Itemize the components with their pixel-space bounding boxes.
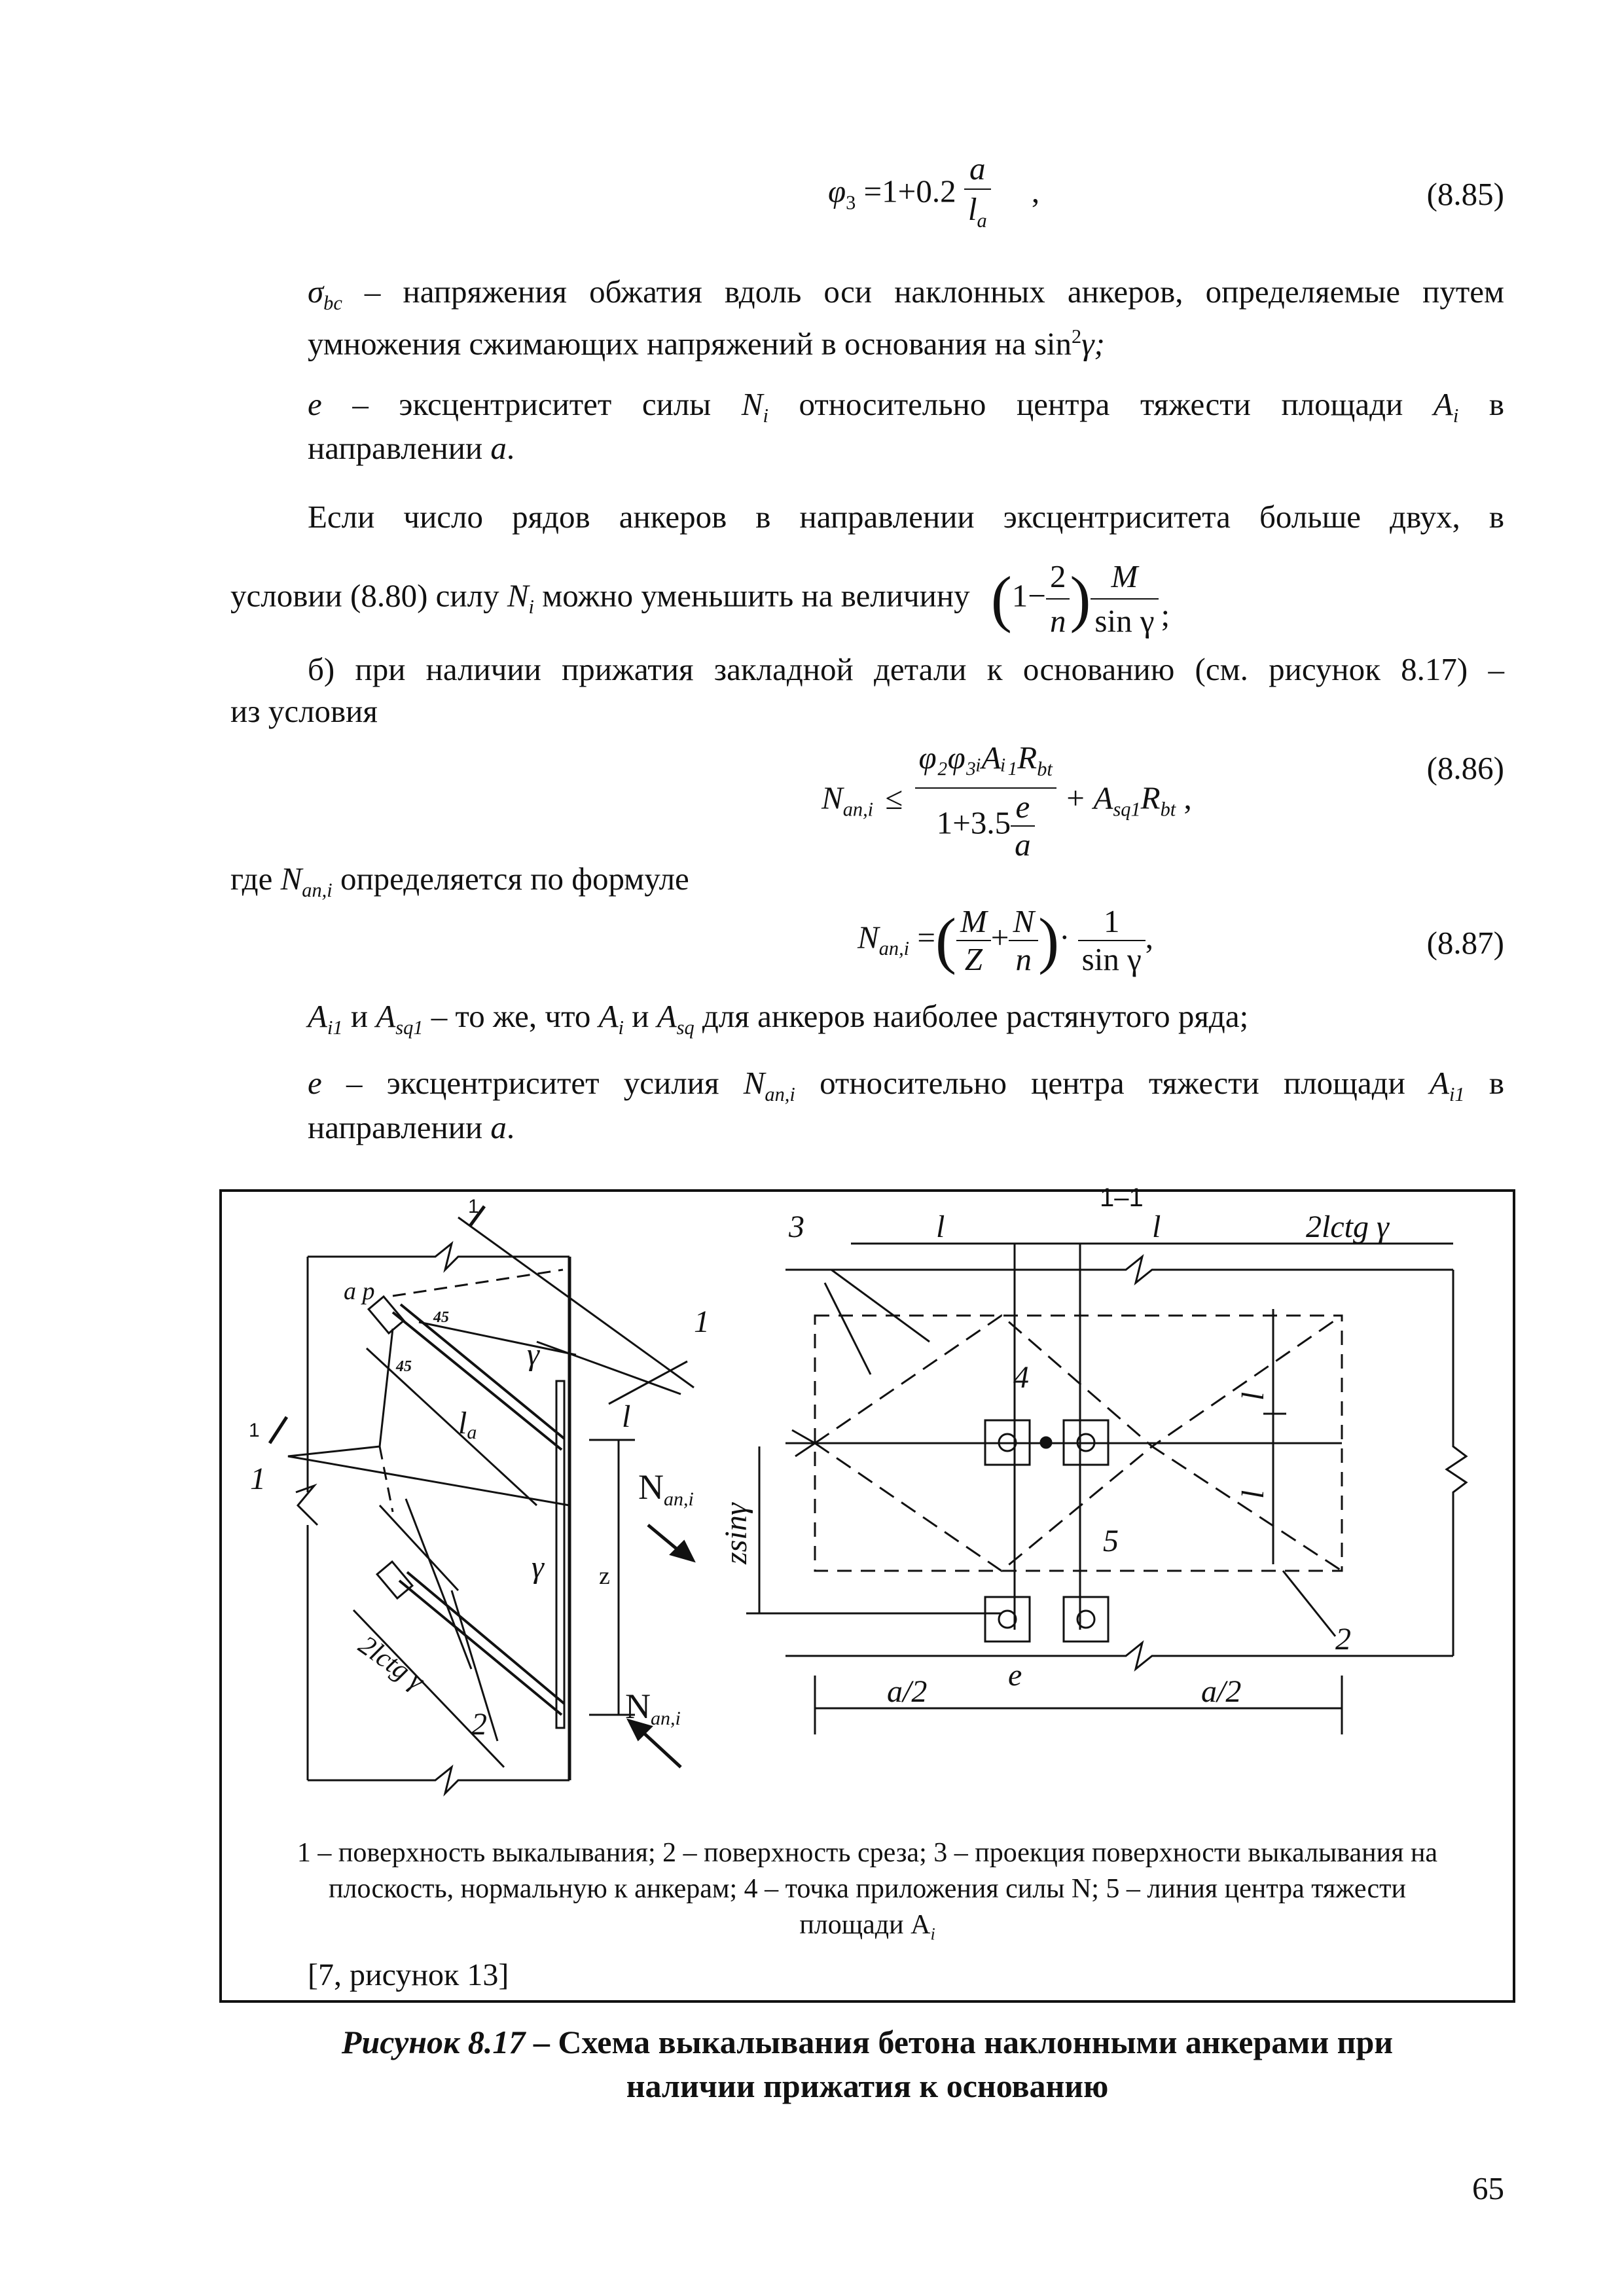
svg-text:zsinγ: zsinγ xyxy=(719,1503,753,1564)
eq885-fraction: $\frac{a}{l_a}$ xyxy=(964,149,991,240)
svg-text:e: e xyxy=(1008,1658,1022,1693)
svg-text:l: l xyxy=(936,1210,945,1244)
svg-text:3: 3 xyxy=(789,1210,804,1244)
equation-8-87: $N_{an,i}$ =( $\frac{M}{Z}$ + $\frac{N}{n}$ )· $\frac{1}{\text{sin γ}}$ , xyxy=(857,903,1154,977)
eq885-number: (8.85) xyxy=(1426,176,1504,212)
section-mark: 1–1 xyxy=(1100,1183,1144,1212)
eq885-lhs: φ xyxy=(828,173,846,209)
svg-text:4: 4 xyxy=(1013,1360,1029,1395)
def-A: $A_{i1}$ и $A_{sq1}$ – то же, что $A_i$ и $A_{sq}$ для анкеров наиболее растянутого ряда; xyxy=(308,998,1249,1039)
svg-text:l: l xyxy=(1152,1210,1161,1244)
eq887-number: (8.87) xyxy=(1426,925,1504,961)
def-sigma-line1: $\sigma_{bc}$ – напряжения обжатия вдоль оси наклонных анкеров, определяемые путем xyxy=(308,274,1504,314)
svg-text:z: z xyxy=(599,1562,610,1590)
svg-text:2: 2 xyxy=(471,1707,487,1742)
svg-text:l: l xyxy=(622,1399,631,1434)
para-rows-line2: условии (8.80) силу $N_i$ можно уменьшить на величину (1− $\frac{2}{n}$ ) $\frac{M}{\text{sin γ}}$ ; xyxy=(230,555,1170,643)
para-rows-line1: Если число рядов анкеров в направлении эксцентриситета больше двух, в xyxy=(308,499,1504,535)
para-b-line2: из условия xyxy=(230,693,378,729)
def-e1-line1: e – эксцентриситет силы $N_i$ относительно центра тяжести площади $A_i$ в xyxy=(308,386,1505,427)
equation-8-85: $\varphi_3 =1+0.2$ $\frac{a}{l_a}$ , xyxy=(828,149,1039,240)
page-number: 65 xyxy=(1472,2170,1504,2206)
svg-text:45: 45 xyxy=(433,1309,449,1326)
svg-text:la: la xyxy=(458,1406,477,1443)
figure-caption-line2: наличии прижатия к основанию xyxy=(626,2068,1109,2104)
svg-text:a p: a p xyxy=(344,1278,375,1305)
svg-text:2: 2 xyxy=(1335,1622,1351,1657)
eq885-prefix: =1+0.2 xyxy=(863,173,956,209)
svg-text:γ: γ xyxy=(532,1550,544,1585)
svg-text:1: 1 xyxy=(250,1462,266,1496)
figure-legend-line2: плоскость, нормальную к анкерам; 4 – точка приложения силы N; 5 – линия центра тяжести xyxy=(329,1874,1406,1904)
figure-caption-line1: Рисунок 8.17 – Схема выкалывания бетона наклонными анкерами при xyxy=(341,2024,1394,2060)
svg-text:2lctg γ: 2lctg γ xyxy=(1306,1210,1389,1244)
svg-text:1: 1 xyxy=(694,1304,710,1339)
svg-text:1: 1 xyxy=(468,1196,479,1217)
svg-text:a/2: a/2 xyxy=(887,1674,928,1709)
svg-text:2lctg γ: 2lctg γ xyxy=(353,1630,430,1696)
svg-text:Nan,i: Nan,i xyxy=(638,1467,694,1510)
figure-source: [7, рисунок 13] xyxy=(308,1958,509,1992)
svg-text:5: 5 xyxy=(1103,1524,1119,1558)
eq886-number: (8.86) xyxy=(1426,750,1504,786)
def-e1-line2: направлении a. xyxy=(308,430,515,466)
equation-8-86: $N_{an,i}$ ≤ $\varphi_2\varphi_3ᵢAᵢ_1R_{bt}$ 1+3.5 $\frac{e}{a}$ + $A_{sq1}R_{bt}$ , xyxy=(821,740,1192,863)
figure-legend-line1: 1 – поверхность выкалывания; 2 – поверхность среза; 3 – проекция поверхности выкалывания на xyxy=(297,1838,1438,1868)
where-line: где $N_{an,i}$ определяется по формуле xyxy=(230,861,689,901)
svg-text:1: 1 xyxy=(249,1420,260,1441)
def-e2-line2: направлении a. xyxy=(308,1109,515,1145)
svg-text:l: l xyxy=(1236,1391,1271,1401)
svg-text:a/2: a/2 xyxy=(1201,1674,1242,1709)
def-sigma-line2: умножения сжимающих напряжений в основания на $\sin^2\gamma$; xyxy=(308,325,1105,362)
svg-text:Nan,i: Nan,i xyxy=(625,1687,681,1729)
svg-text:l: l xyxy=(1236,1490,1271,1499)
def-e2-line1: e – эксцентриситет усилия $N_{an,i}$ относительно центра тяжести площади $A_{i1}$ в xyxy=(308,1065,1505,1105)
para-b-line1: б) при наличии прижатия закладной детали к основанию (см. рисунок 8.17) – xyxy=(308,651,1504,687)
figure-legend-line3: площади $A_i$ xyxy=(799,1910,935,1944)
svg-text:45: 45 xyxy=(396,1358,412,1375)
svg-text:γ: γ xyxy=(527,1337,539,1372)
